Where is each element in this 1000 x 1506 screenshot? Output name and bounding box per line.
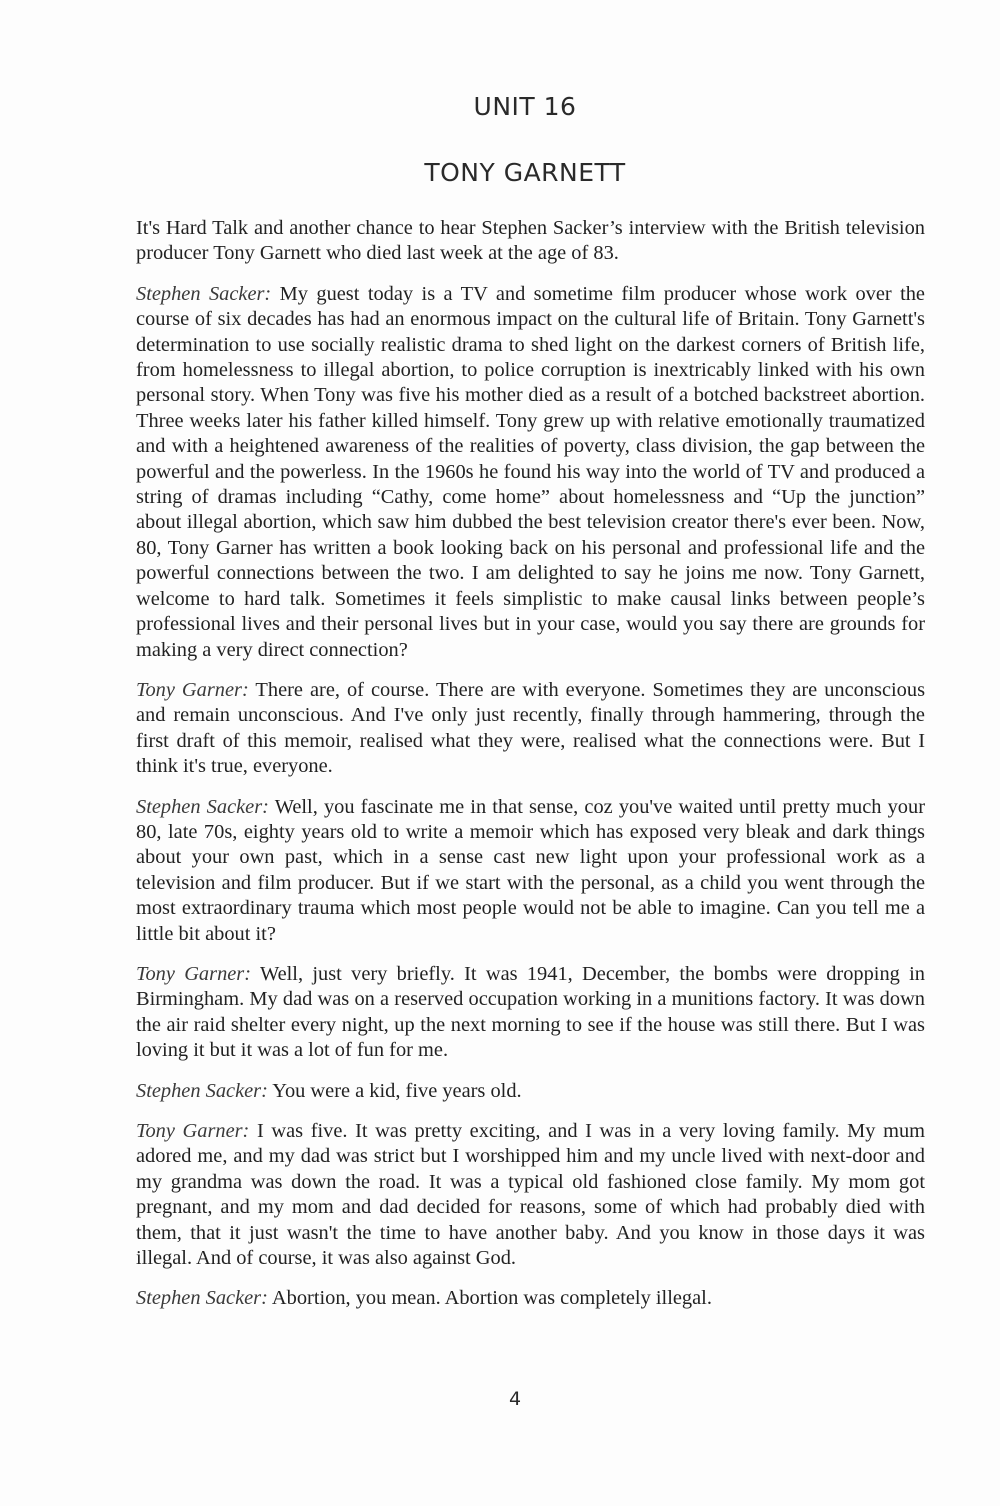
dialogue-text: Well, just very briefly. It was 1941, December, the bombs were dropping in Birmingham. My dad was on a reserved occupation working in a munitions factory. It was down the air raid shelter every night, up the next morning to see if the house was still there. But I was loving it but it was a lot of fun for me. xyxy=(136,962,925,1062)
dialogue-paragraph xyxy=(136,795,925,947)
unit-heading: UNIT 16 xyxy=(473,92,577,121)
speaker-name: Tony Garner: xyxy=(136,1120,250,1142)
dialogue-text: Abortion, you mean. Abortion was completely illegal. xyxy=(271,1287,712,1310)
dialogue-paragraph xyxy=(136,1286,925,1311)
dialogue-text: You were a kid, five years old. xyxy=(272,1079,522,1102)
dialogue-text: My guest today is a TV and sometime film producer whose work over the course of six decades has had an enormous impact on the cultural life of Britain. Tony Garnett's determination to use socially realistic drama to shed light on the darkest corners of British life, from homelessness to illegal abortion, to police corruption is inextricably linked with his own personal story. When Tony was five his mother died as a result of a botched backstreet abortion. Three weeks later his father killed himself. Tony grew up with relative emotionally traumatized and with a heightened awareness of the realities of poverty, class division, the gap between the powerful and the powerless. In the 1960s he found his way into the world of TV and produced a string of dramas including “Cathy, come home” about homelessness and “Up the junction” about illegal abortion, which saw him dubbed the best television creator there's ever been. Now, 80, Tony Garner has written a book looking back on his personal and professional life and the powerful connections between the two. I am delighted to say he joins me now. Tony Garnett, welcome to hard talk. Sometimes it feels simplistic to make causal links between people’s professional lives and their personal lives but in your case, would you say there are grounds for making a very direct connection? xyxy=(136,282,925,661)
dialogue-paragraph xyxy=(136,678,925,780)
dialogue-paragraph xyxy=(136,1119,925,1271)
dialogue-text: Well, you fascinate me in that sense, coz you've waited until pretty much your 80, late 70s, eighty years old to write a memoir which has exposed very bleak and dark things about your own past, which in a sense cast new light upon your professional work as a television and film producer. But if we start with the personal, as a child you went through the most extraordinary trauma which most people would not be able to imagine. Can you tell me a little bit about it? xyxy=(136,795,925,945)
intro-paragraph: It's Hard Talk and another chance to hear Stephen Sacker’s interview with the British television producer Tony Garnett who died last week at the age of 83. xyxy=(136,217,925,265)
dialogue-text: I was five. It was pretty exciting, and I was in a very loving family. My mum adored me, and my dad was strict but I worshipped him and my uncle lived with next-door and my grandma was down the road. It was a typical old fashioned close family. My mom got pregnant, and my mom and dad decided for reasons, some of which had probably died with them, that it just wasn't the time to have another baby. And you know in those days it was illegal. And of course, it was also against God. xyxy=(136,1120,926,1270)
speaker-name: Stephen Sacker: xyxy=(136,282,272,305)
dialogue-paragraph xyxy=(136,962,925,1064)
transcript-body xyxy=(136,216,925,1327)
speaker-name: Stephen Sacker: xyxy=(136,1287,268,1310)
dialogue-text: There are, of course. There are with everyone. Sometimes they are unconscious and remain unconscious. And I've only just recently, finally through hammering, through the first draft of this memoir, realised what they were, realised what the connections were. But I think it's true, everyone. xyxy=(136,678,926,778)
speaker-name: Tony Garner: xyxy=(136,678,249,701)
page-number: 4 xyxy=(508,1388,522,1410)
dialogue-paragraph xyxy=(136,1079,925,1104)
speaker-name: Tony Garner: xyxy=(136,962,252,985)
dialogue-paragraph xyxy=(136,282,925,663)
speaker-name: Stephen Sacker: xyxy=(136,795,269,818)
page-title: TONY GARNETT xyxy=(424,158,626,187)
speaker-name: Stephen Sacker: xyxy=(136,1079,268,1102)
